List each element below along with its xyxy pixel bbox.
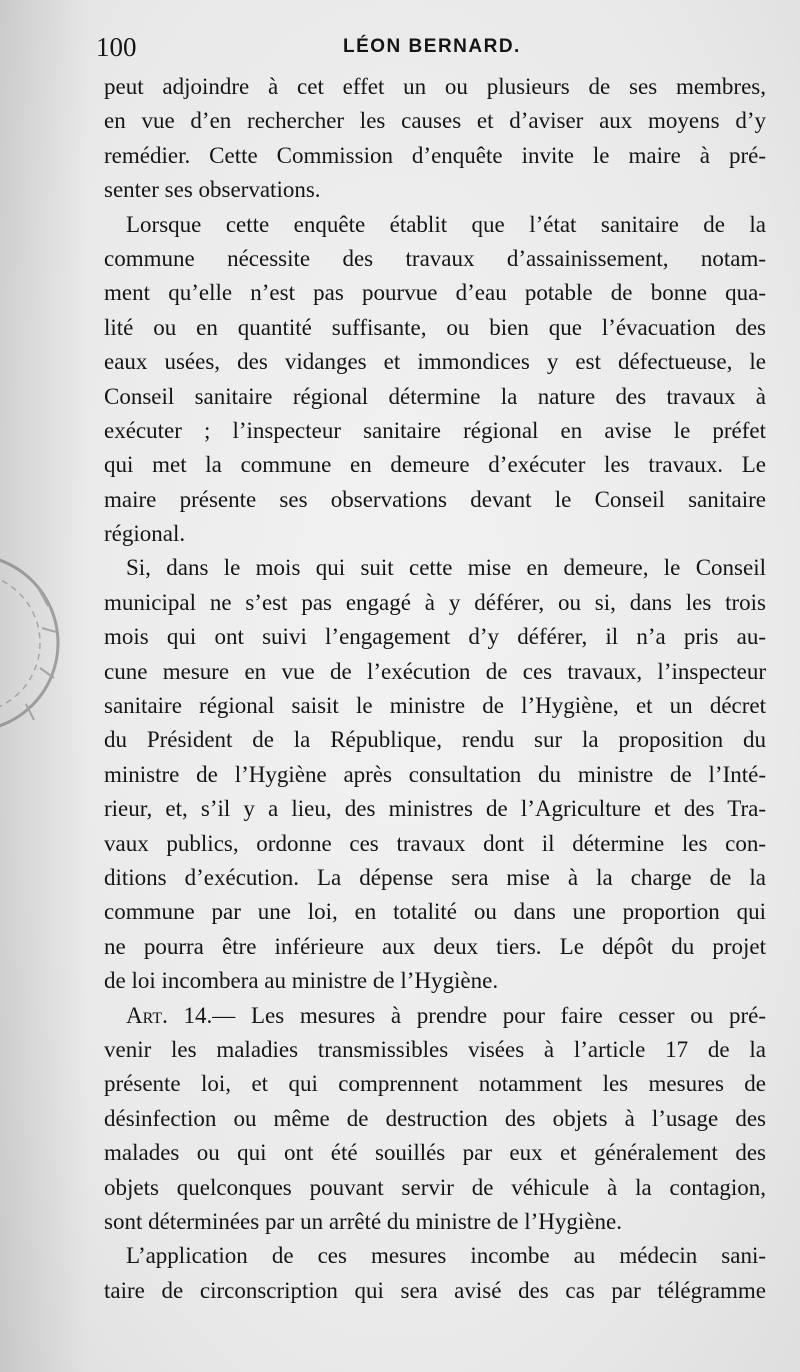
library-stamp	[0, 528, 100, 758]
text-line: désinfection ou même de destruction des objets à l’usage des	[104, 1105, 766, 1131]
text-line: sont déterminées par un arrêté du ministre de l’Hygiène.	[104, 1208, 622, 1234]
running-title: LÉON BERNARD.	[343, 36, 521, 57]
text-line: commune par une loi, en totalité ou dans une proportion qui	[104, 899, 766, 925]
text-line: qui met la commune en demeure d’exécuter les travaux. Le	[104, 452, 766, 478]
text-line: Conseil sanitaire régional détermine la nature des travaux à	[104, 383, 766, 409]
text-line: en vue d’en rechercher les causes et d’aviser aux moyens d’y	[104, 108, 766, 134]
text-line: lité ou en quantité suffisante, ou bien que l’évacuation des	[104, 314, 766, 340]
text-line: ministre de l’Hygiène après consultation du ministre de l’Inté-	[104, 761, 766, 787]
text-line: exécuter ; l’inspecteur sanitaire régional en avise le préfet	[104, 417, 766, 443]
text-line: vaux publics, ordonne ces travaux dont il détermine les con-	[104, 830, 766, 856]
article-text: — Les mesures à prendre pour faire cesser ou pré-	[212, 1002, 766, 1028]
text-line: taire de circonscription qui sera avisé des cas par télégramme	[104, 1277, 766, 1303]
text-line: senter ses observations.	[104, 177, 321, 203]
text-line: sanitaire régional saisit le ministre de l’Hygiène, et un décret	[104, 693, 766, 719]
body-text	[104, 70, 766, 1308]
text-line: de loi incombera au ministre de l’Hygiène.	[104, 968, 499, 994]
text-line: municipal ne s’est pas engagé à y déférer, ou si, dans les trois	[104, 589, 766, 615]
page-number: 100	[96, 32, 137, 62]
text-line: Lorsque cette enquête établit que l’état sanitaire de la	[126, 211, 766, 237]
text-line: maire présente ses observations devant le Conseil sanitaire	[104, 486, 766, 512]
text-line: mois qui ont suivi l’engagement d’y déférer, il n’a pris au-	[104, 624, 766, 650]
text-line: présente loi, et qui comprennent notamment les mesures de	[104, 1071, 766, 1097]
text-line: objets quelconques pouvant servir de véhicule à la contagion,	[104, 1174, 766, 1200]
text-line: du Président de la République, rendu sur la proposition du	[104, 727, 766, 753]
article-line	[104, 999, 766, 1033]
text-line: malades ou qui ont été souillés par eux et généralement des	[104, 1140, 766, 1166]
text-line: ne pourra être inférieure aux deux tiers. Le dépôt du projet	[104, 933, 766, 959]
text-line: régional.	[104, 521, 186, 547]
text-line: L’application de ces mesures incombe au médecin sani-	[126, 1243, 766, 1269]
text-line: ment qu’elle n’est pas pourvue d’eau potable de bonne qua-	[104, 280, 766, 306]
text-line: peut adjoindre à cet effet un ou plusieurs de ses membres,	[104, 74, 766, 99]
text-line: Si, dans le mois qui suit cette mise en demeure, le Conseil	[126, 555, 766, 581]
text-line: ditions d’exécution. La dépense sera mise à la charge de la	[104, 864, 766, 890]
text-line: commune nécessite des travaux d’assainissement, notam-	[104, 245, 766, 271]
article-label: Art. 14.	[126, 1002, 213, 1028]
running-head	[96, 30, 736, 64]
text-line: venir les maladies transmissibles visées à l’article 17 de la	[104, 1036, 766, 1062]
text-line: eaux usées, des vidanges et immondices y est défectueuse, le	[104, 349, 766, 375]
text-line: cune mesure en vue de l’exécution de ces travaux, l’inspecteur	[104, 658, 766, 684]
text-line: rieur, et, s’il y a lieu, des ministres de l’Agriculture et des Tra-	[104, 796, 766, 822]
text-line: remédier. Cette Commission d’enquête invite le maire à pré-	[104, 142, 766, 168]
